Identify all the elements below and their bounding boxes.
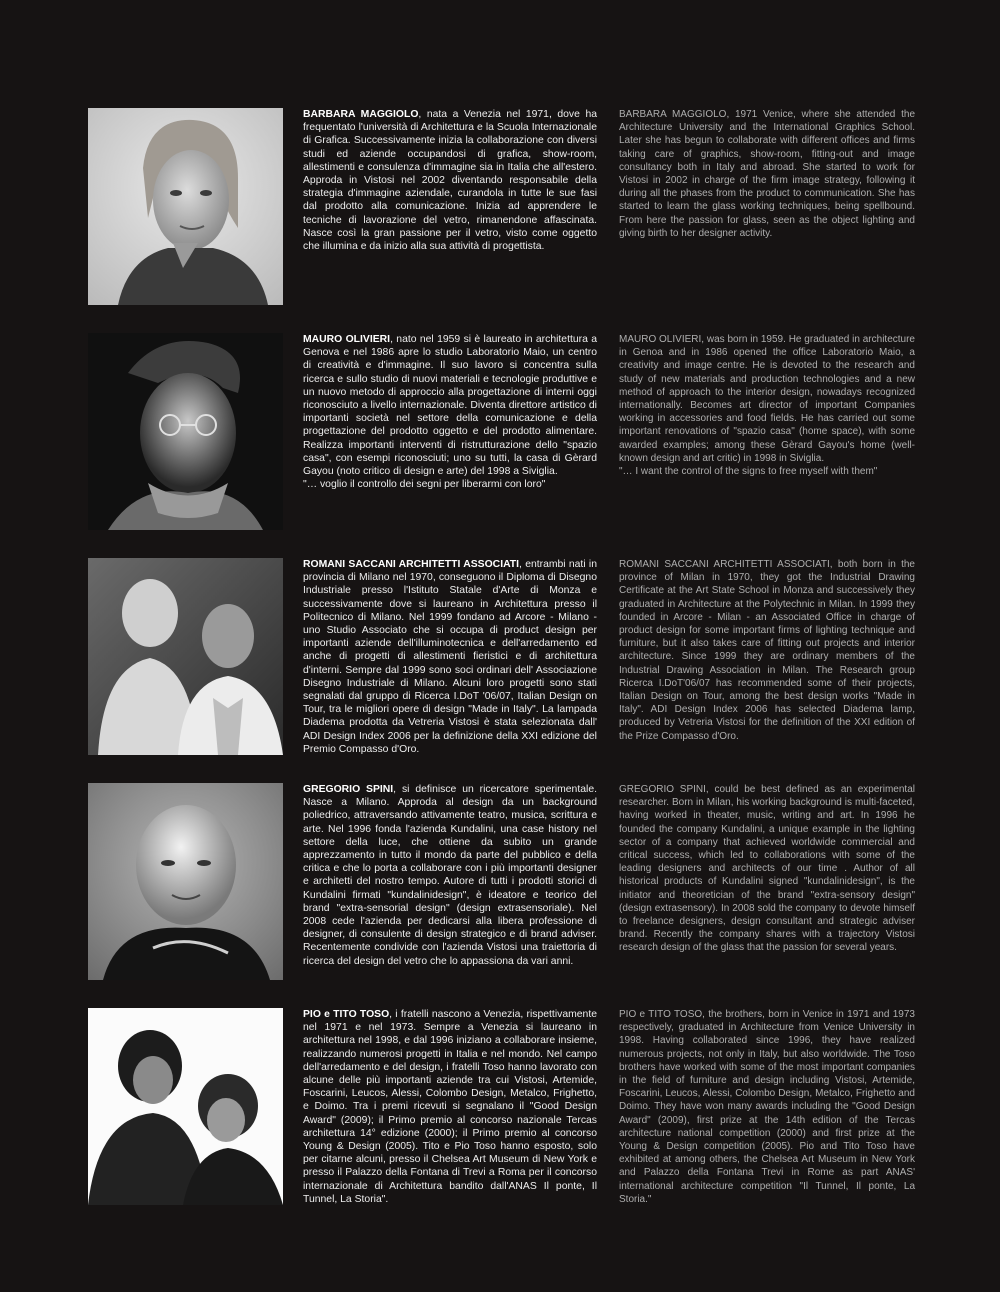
bio-pio-tito-toso (88, 1008, 918, 1208)
designer-name: ROMANI SACCANI ARCHITETTI ASSOCIATI (303, 559, 520, 570)
bio-body-italian: , nata a Venezia nel 1971, dove ha frequentato l'università di Architettura e la Scuola Internazionale di Grafica. Successivamente inizia la collaborazione con diversi studi ed aziende occupandosi di grafica, show-room, allestimenti e consulenza d'immagine sia in Italia che all'estero. Approda in Vistosi nel 2002 diventando responsabile della strategia d'immagine aziendale, curandola in tutte le sue fasi dal prodotto alla comunicazione. Inizia ad apprendere le tecniche di lavorazione del vetro, rimanendone affascinata. Nasce così la gran passione per il vetro, visto come oggetto che illumina e da inizio alla sua attività di progettista. (303, 109, 598, 253)
bio-barbara-maggiolo (88, 108, 918, 308)
portrait-photo (88, 333, 283, 530)
bio-quote-english: "… I want the control of the signs to free myself with them" (619, 466, 878, 478)
bio-body-italian: , entrambi nati in provincia di Milano nel 1970, conseguono il Diploma di Disegno Industriale presso l'Istituto Statale d'Arte di Monza e successivamente dove si laureano in Architettura presso il Politecnico di Milano. Nel 1999 fondano ad Arcore - Milano - uno Studio Associato che si occupa di product design per importanti aziende dell'illuminotecnica e dell'arredamento ed anche di progetti di allestimenti fieristici e di architettura d'interni. Sempre dal 1999 sono soci ordinari dell' Associazione Disegno Industriale di Milano. Alcuni loro progetti sono stati segnalati dal gruppo di Ricerca I.DoT '06/07, Italian Design on Tour, tra le migliori opere di design "Made in Italy". La lampada Diadema prodotta da Vetreria Vistosi è stata selezionata dall' ADI Design Index 2006 per la definizione della XXI edizione del Premio Compasso d'Oro. (303, 559, 597, 755)
portrait-photo (88, 108, 283, 305)
bio-text-english (619, 783, 915, 955)
bio-text-italian (303, 1008, 597, 1206)
bio-body-italian: , i fratelli nascono a Venezia, rispettivamente nel 1971 e nel 1973. Sempre a Venezia si laureano in architettura nel 1998, e dal 1996 iniziano a collaborare insieme, realizzando numerosi progetti in Italia e nel mondo. Nel campo dell'arredamento e del design, i fratelli Toso hanno lavorato con alcune delle più importanti aziende tra cui Vistosi, Artemide, Foscarini, Leucos, Alessi, Colombo Design, Metalco, Frighetto, e Doimo. Tra i premi ricevuti si segnalano il "Good Design Award" (2009); il Primo premio al concorso nazionale Tercas architettura 14° edizione (2000); il Primo premio al concorso Young & Design (2005). Tito e Pio Toso hanno esposto, solo per citarne alcuni, presso il Chelsea Art Museum di New York e presso il Palazzo della Fontana di Trevi a Roma per il concorso internazionale di Architettura bandito dall'ANAS Il ponte, Il Tunnel, La Storia". (303, 1009, 597, 1205)
bio-text-english (619, 108, 915, 240)
bio-text-italian (303, 333, 597, 491)
portrait-man-glasses-icon (88, 333, 283, 530)
bio-quote-italian: "… voglio il controllo dei segni per liberarmi con loro" (303, 479, 546, 491)
bio-body-english: GREGORIO SPINI, could be best defined as an experimental researcher. Born in Milan, his working background is multi-faceted, having worked in theater, music, writing and art. In 1996 he founded the company Kundalini, a unique example in the lighting sector of a company that achieved worldwide commercial and critical success, which led to collaborations with some of the leading designers and architects of our time . Author of all historical products of Kundalini signed "kundalinidesign", is the initiator and theoretician of the brand "extra-sensory design" (design extrasensory). In 2008 sold the company to devote himself to freelance designers, design consultant and strategic adviser brand. Recently the company shares with a trajectory Vistosi research design of the glass that the passion for several years. (619, 784, 915, 954)
bio-gregorio-spini (88, 783, 918, 983)
portrait-photo (88, 1008, 283, 1205)
portrait-two-men-icon (88, 558, 283, 755)
bio-text-english (619, 558, 915, 743)
portrait-bald-man-icon (88, 783, 283, 980)
portrait-two-brothers-icon (88, 1008, 283, 1205)
bio-romani-saccani (88, 558, 918, 758)
bio-body-english: ROMANI SACCANI ARCHITETTI ASSOCIATI, both born in the province of Milan in 1970, they got the Industrial Drawing Certificate at the Art State School in Monza and successively they graduated in Architecture at the Polytechnic in Milan. In 1999 they founded in Arcore - Milan - an Associated Office in charge of product design for some important firms of lighting technique and furniture, but it also takes care of fitting out projects and interior architecture. Since 1999 they are ordinary members of the Industrial Drawing Association in Milan. The Research group Ricerca I.DoT'06/07 has recommended some of their projects, Italian Design on Tour, among the best design works "Made in Italy". ADI Design Index 2006 has selected Diadema lamp, produced by Vetreria Vistosi for the definition of the XXI edition of the Prize Compasso d'Oro. (619, 559, 915, 742)
bio-body-english: MAURO OLIVIERI, was born in 1959. He graduated in architecture in Genoa and in 1986 opened the office Laboratorio Maio, a creativity and image centre. He is devoted to the research and study of new materials and production technologies and a new method of approach to the interior design, nowadays recognized internationally. Becomes art director of important Companies working in accessories and food fields. He has carried out some important renovations of "spazio casa" (home space), with some awarded examples; among these Gèrard Gayou's home (well-known design and art critic) in 1998 in Siviglia. (619, 334, 915, 464)
bio-body-english: PIO e TITO TOSO, the brothers, born in Venice in 1971 and 1973 respectively, graduated in Architecture from Venice University in 1998. Having collaborated since 1996, they have realized numerous projects, not only in Italy, but also worldwide. The Toso brothers have worked with some of the most important companies in the field of furniture and design including Vistosi, Artemide, Foscarini, Leucos, Alessi, Colombo Design, Metalco, Frighetto and Doimo. They have won many awards including the "Good Design Award" (2009), first prize at the 14th edition of the Tercas architecture national competition (2000) and first prize at the Young & Design competition (2005). Pio and Tito Toso have exhibited at among others, the Chelsea Art Museum in New York and Palazzo della Fontana Trevi in Rome as part ANAS' international architecture competition "Il Tunnel, Il ponte, La Storia." (619, 1009, 915, 1205)
bio-body-english: BARBARA MAGGIOLO, 1971 Venice, where she attended the Architecture University and the International Graphics School. Later she has begun to collaborate with different offices and firms taking care of graphics, show-room, fitting-out and image consultancy both in Italy and abroad. She started to work for Vistosi in 2002 in charge of the firm image strategy, following it during all the phases from the product to communication. She has started to learn the glass working techniques, being spellbound. From here the passion for glass, seen as the object lighting and giving birth to her designer activity. (619, 109, 915, 239)
bio-body-italian: , nato nel 1959 si è laureato in architettura a Genova e nel 1986 apre lo studio Laboratorio Maio, un centro di creatività e d'immagine. Il suo lavoro si concentra sulla ricerca e sullo studio di nuovi materiali e tecnologie produttive e un nuovo metodo di approccio alla progettazione di interni oggi riconosciuto a livello internazionale. Diventa direttore artistico di importanti società nel settore della comunicazione e della progettazione del prodotto oggetto e del prodotto alimentare. Realizza importanti interventi di ristrutturazione dello "spazio casa", con esempi riconosciuti; uno su tutti, la casa di Gèrard Gayou (noto critico di design e arte) del 1998 a Siviglia. (303, 334, 598, 478)
portrait-woman-icon (88, 108, 283, 305)
designer-name: GREGORIO SPINI (303, 784, 394, 795)
bio-text-italian (303, 783, 597, 968)
bio-text-italian (303, 108, 597, 253)
portrait-photo (88, 783, 283, 980)
bio-text-english (619, 333, 915, 478)
bio-body-italian: , si definisce un ricercatore sperimentale. Nasce a Milano. Approda al design da un background poliedrico, attraversando attivamente teatro, musica, scrittura e arte. Nel 1996 fonda l'azienda Kundalini, una case history nel settore della luce, che ottiene da subito un grande apprezzamento in tutto il mondo da parte del pubblico e della critica e che lo porta a collaborare con i più importanti designer e architetti del nostro tempo. Autore di tutti i prodotti storici di Kundalini firmati "kundalinidesign", è ideatore e teorico del brand "extra-sensorial design" (design extrasensoriale). Nel 2008 cede l'azienda per dedicarsi alla libera professione di designer, di consulente di design strategico e di brand adviser. Recentemente condivide con l'azienda Vistosi una traiettoria di ricerca del design del vetro che lo appassiona da vari anni. (303, 784, 597, 967)
designer-name: BARBARA MAGGIOLO (303, 109, 419, 120)
portrait-photo (88, 558, 283, 755)
designer-name: PIO e TITO TOSO (303, 1009, 390, 1020)
bio-text-italian (303, 558, 597, 756)
bio-mauro-olivieri (88, 333, 918, 533)
bio-text-english (619, 1008, 915, 1206)
designer-name: MAURO OLIVIERI (303, 334, 391, 345)
